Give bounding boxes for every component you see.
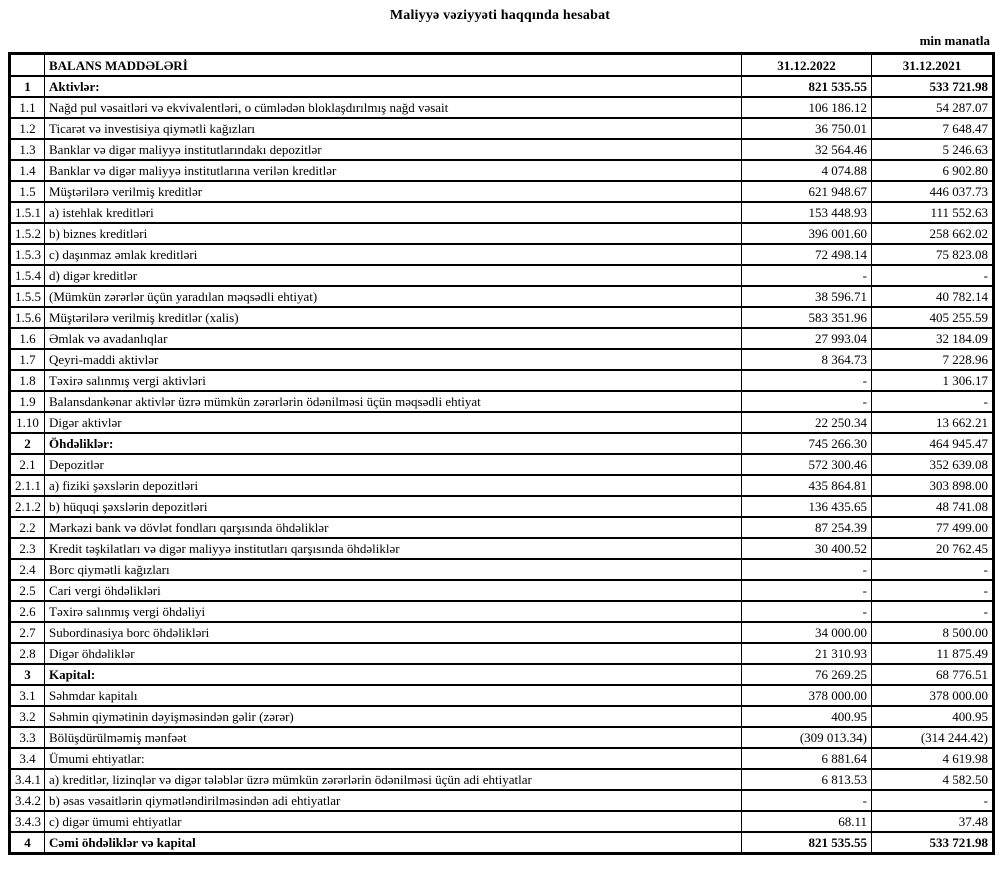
row-value-2021: 40 782.14 <box>872 286 994 307</box>
row-number: 2.5 <box>10 580 45 601</box>
row-value-2021: 5 246.63 <box>872 139 994 160</box>
row-value-2021: 464 945.47 <box>872 433 994 454</box>
row-label: (Mümkün zərərlər üçün yaradılan məqsədli ehtiyat) <box>45 286 742 307</box>
row-label: a) kreditlər, lizinqlər və digər tələblər üzrə mümkün zərərlərin ödənilməsi üçün adi ehtiyatlar <box>45 769 742 790</box>
row-value-2021: - <box>872 790 994 811</box>
table-row <box>10 601 994 622</box>
table-row <box>10 160 994 181</box>
row-number: 1.10 <box>10 412 45 433</box>
row-label: Digər öhdəliklər <box>45 643 742 664</box>
table-row <box>10 475 994 496</box>
header-date-2021: 31.12.2021 <box>872 54 994 77</box>
row-value-2021: 6 902.80 <box>872 160 994 181</box>
row-label: Subordinasiya borc öhdəlikləri <box>45 622 742 643</box>
row-value-2022: 21 310.93 <box>742 643 872 664</box>
row-number: 1.5.4 <box>10 265 45 286</box>
table-row <box>10 664 994 685</box>
row-value-2022: - <box>742 265 872 286</box>
table-body <box>10 76 994 854</box>
row-value-2022: 621 948.67 <box>742 181 872 202</box>
row-value-2021: 75 823.08 <box>872 244 994 265</box>
row-label: Banklar və digər maliyyə institutlarına verilən kreditlər <box>45 160 742 181</box>
row-value-2021: 303 898.00 <box>872 475 994 496</box>
table-row <box>10 790 994 811</box>
table-row <box>10 139 994 160</box>
row-value-2021: 54 287.07 <box>872 97 994 118</box>
table-row <box>10 517 994 538</box>
row-value-2021: 7 648.47 <box>872 118 994 139</box>
table-row <box>10 118 994 139</box>
row-value-2022: 435 864.81 <box>742 475 872 496</box>
row-number: 1.1 <box>10 97 45 118</box>
row-value-2022: 87 254.39 <box>742 517 872 538</box>
row-value-2021: 258 662.02 <box>872 223 994 244</box>
row-value-2022: 378 000.00 <box>742 685 872 706</box>
row-value-2021: - <box>872 601 994 622</box>
row-value-2021: 446 037.73 <box>872 181 994 202</box>
row-label: Cari vergi öhdəlikləri <box>45 580 742 601</box>
row-number: 2 <box>10 433 45 454</box>
table-row <box>10 433 994 454</box>
row-value-2022: - <box>742 601 872 622</box>
row-value-2021: 48 741.08 <box>872 496 994 517</box>
row-value-2022: 153 448.93 <box>742 202 872 223</box>
row-label: Balansdankənar aktivlər üzrə mümkün zərərlərin ödənilməsi üçün məqsədli ehtiyat <box>45 391 742 412</box>
table-row <box>10 538 994 559</box>
row-value-2021: 68 776.51 <box>872 664 994 685</box>
row-value-2022: 572 300.46 <box>742 454 872 475</box>
row-label: Səhmin qiymətinin dəyişməsindən gəlir (zərər) <box>45 706 742 727</box>
row-label: Öhdəliklər: <box>45 433 742 454</box>
row-number: 1 <box>10 76 45 97</box>
row-value-2022: 6 881.64 <box>742 748 872 769</box>
row-value-2021: - <box>872 580 994 601</box>
row-label: Qeyri-maddi aktivlər <box>45 349 742 370</box>
row-value-2022: 68.11 <box>742 811 872 832</box>
row-value-2021: 13 662.21 <box>872 412 994 433</box>
row-value-2022: 36 750.01 <box>742 118 872 139</box>
row-number: 3.4.1 <box>10 769 45 790</box>
row-label: Kapital: <box>45 664 742 685</box>
row-label: Mərkəzi bank və dövlət fondları qarşısında öhdəliklər <box>45 517 742 538</box>
row-number: 2.8 <box>10 643 45 664</box>
row-label: a) fiziki şəxslərin depozitləri <box>45 475 742 496</box>
row-value-2021: 533 721.98 <box>872 832 994 854</box>
table-row <box>10 769 994 790</box>
row-value-2021: 352 639.08 <box>872 454 994 475</box>
row-label: Təxirə salınmış vergi öhdəliyi <box>45 601 742 622</box>
row-label: Aktivlər: <box>45 76 742 97</box>
table-row <box>10 97 994 118</box>
row-number: 3.1 <box>10 685 45 706</box>
table-row <box>10 727 994 748</box>
row-value-2022: 38 596.71 <box>742 286 872 307</box>
row-value-2022: 583 351.96 <box>742 307 872 328</box>
row-value-2022: 821 535.55 <box>742 832 872 854</box>
table-row <box>10 622 994 643</box>
row-number: 1.3 <box>10 139 45 160</box>
row-label: d) digər kreditlər <box>45 265 742 286</box>
row-value-2021: 400.95 <box>872 706 994 727</box>
row-label: Ümumi ehtiyatlar: <box>45 748 742 769</box>
row-value-2021: 378 000.00 <box>872 685 994 706</box>
row-label: Digər aktivlər <box>45 412 742 433</box>
table-row <box>10 748 994 769</box>
row-label: Təxirə salınmış vergi aktivləri <box>45 370 742 391</box>
row-number: 3.3 <box>10 727 45 748</box>
row-value-2021: 77 499.00 <box>872 517 994 538</box>
table-row <box>10 76 994 97</box>
row-label: b) hüquqi şəxslərin depozitləri <box>45 496 742 517</box>
row-number: 1.4 <box>10 160 45 181</box>
table-row <box>10 223 994 244</box>
row-number: 2.3 <box>10 538 45 559</box>
table-row <box>10 265 994 286</box>
row-value-2022: 400.95 <box>742 706 872 727</box>
table-row <box>10 181 994 202</box>
row-value-2022: 4 074.88 <box>742 160 872 181</box>
row-number: 2.1 <box>10 454 45 475</box>
row-number: 1.8 <box>10 370 45 391</box>
row-value-2022: 72 498.14 <box>742 244 872 265</box>
row-number: 2.1.2 <box>10 496 45 517</box>
row-label: a) istehlak kreditləri <box>45 202 742 223</box>
row-number: 3.4.2 <box>10 790 45 811</box>
row-label: Kredit təşkilatları və digər maliyyə institutları qarşısında öhdəliklər <box>45 538 742 559</box>
row-value-2021: 4 619.98 <box>872 748 994 769</box>
row-number: 2.6 <box>10 601 45 622</box>
row-value-2021: - <box>872 265 994 286</box>
row-number: 3.4 <box>10 748 45 769</box>
row-number: 1.7 <box>10 349 45 370</box>
row-value-2022: - <box>742 370 872 391</box>
table-row <box>10 685 994 706</box>
row-value-2021: 7 228.96 <box>872 349 994 370</box>
row-value-2021: 111 552.63 <box>872 202 994 223</box>
row-label: Ticarət və investisiya qiymətli kağızları <box>45 118 742 139</box>
row-value-2022: - <box>742 559 872 580</box>
table-row <box>10 706 994 727</box>
table-row <box>10 496 994 517</box>
row-number: 1.9 <box>10 391 45 412</box>
row-number: 1.5.3 <box>10 244 45 265</box>
row-number: 4 <box>10 832 45 854</box>
currency-unit-note: min manatla <box>919 33 990 48</box>
row-number: 1.2 <box>10 118 45 139</box>
row-value-2022: 6 813.53 <box>742 769 872 790</box>
row-value-2022: 821 535.55 <box>742 76 872 97</box>
row-value-2022: - <box>742 790 872 811</box>
row-value-2022: 32 564.46 <box>742 139 872 160</box>
row-number: 3 <box>10 664 45 685</box>
row-label: c) digər ümumi ehtiyatlar <box>45 811 742 832</box>
table-row <box>10 307 994 328</box>
row-label: Müştərilərə verilmiş kreditlər <box>45 181 742 202</box>
row-label: Banklar və digər maliyyə institutlarındakı depozitlər <box>45 139 742 160</box>
row-value-2022: - <box>742 391 872 412</box>
row-label: Müştərilərə verilmiş kreditlər (xalis) <box>45 307 742 328</box>
row-value-2021: 32 184.09 <box>872 328 994 349</box>
row-value-2022: 76 269.25 <box>742 664 872 685</box>
row-value-2021: 533 721.98 <box>872 76 994 97</box>
row-value-2021: 405 255.59 <box>872 307 994 328</box>
row-label: Cəmi öhdəliklər və kapital <box>45 832 742 854</box>
row-label: Nağd pul vəsaitləri və ekvivalentləri, o cümlədən bloklaşdırılmış nağd vəsait <box>45 97 742 118</box>
row-value-2022: 22 250.34 <box>742 412 872 433</box>
row-number: 3.4.3 <box>10 811 45 832</box>
table-row <box>10 412 994 433</box>
row-label: b) əsas vəsaitlərin qiymətləndirilməsindən adi ehtiyatlar <box>45 790 742 811</box>
row-label: Depozitlər <box>45 454 742 475</box>
table-row <box>10 580 994 601</box>
row-value-2022: 396 001.60 <box>742 223 872 244</box>
row-number: 2.1.1 <box>10 475 45 496</box>
row-value-2022: 136 435.65 <box>742 496 872 517</box>
row-value-2021: - <box>872 391 994 412</box>
row-value-2022: 27 993.04 <box>742 328 872 349</box>
table-row <box>10 286 994 307</box>
table-row <box>10 454 994 475</box>
row-number: 2.7 <box>10 622 45 643</box>
table-row <box>10 349 994 370</box>
report-title: Maliyyə vəziyyəti haqqında hesabat <box>389 8 611 23</box>
row-value-2022: - <box>742 580 872 601</box>
row-value-2021: (314 244.42) <box>872 727 994 748</box>
row-value-2022: 34 000.00 <box>742 622 872 643</box>
table-header-row <box>10 54 994 77</box>
table-row <box>10 328 994 349</box>
row-value-2021: 4 582.50 <box>872 769 994 790</box>
row-value-2021: - <box>872 559 994 580</box>
table-row <box>10 202 994 223</box>
row-number: 2.2 <box>10 517 45 538</box>
row-label: b) biznes kreditləri <box>45 223 742 244</box>
row-label: c) daşınmaz əmlak kreditləri <box>45 244 742 265</box>
row-value-2021: 8 500.00 <box>872 622 994 643</box>
table-row <box>10 244 994 265</box>
row-label: Əmlak və avadanlıqlar <box>45 328 742 349</box>
table-row <box>10 370 994 391</box>
row-number: 1.5.5 <box>10 286 45 307</box>
row-value-2021: 37.48 <box>872 811 994 832</box>
table-row <box>10 559 994 580</box>
header-balance-items: BALANS MADDƏLƏRİ <box>45 54 742 77</box>
row-number: 1.6 <box>10 328 45 349</box>
row-number: 1.5 <box>10 181 45 202</box>
header-row-number-cell <box>10 54 45 77</box>
row-number: 3.2 <box>10 706 45 727</box>
row-number: 1.5.2 <box>10 223 45 244</box>
row-value-2021: 1 306.17 <box>872 370 994 391</box>
row-value-2021: 11 875.49 <box>872 643 994 664</box>
row-label: Bölüşdürülməmiş mənfəət <box>45 727 742 748</box>
row-value-2022: (309 013.34) <box>742 727 872 748</box>
table-row <box>10 832 994 854</box>
row-value-2022: 106 186.12 <box>742 97 872 118</box>
table-row <box>10 643 994 664</box>
table-row <box>10 391 994 412</box>
row-value-2022: 745 266.30 <box>742 433 872 454</box>
row-value-2022: 30 400.52 <box>742 538 872 559</box>
table-row <box>10 811 994 832</box>
row-number: 1.5.6 <box>10 307 45 328</box>
row-value-2021: 20 762.45 <box>872 538 994 559</box>
row-label: Səhmdar kapitalı <box>45 685 742 706</box>
row-number: 1.5.1 <box>10 202 45 223</box>
header-date-2022: 31.12.2022 <box>742 54 872 77</box>
row-number: 2.4 <box>10 559 45 580</box>
row-label: Borc qiymətli kağızları <box>45 559 742 580</box>
row-value-2022: 8 364.73 <box>742 349 872 370</box>
balance-sheet-table <box>8 52 995 855</box>
